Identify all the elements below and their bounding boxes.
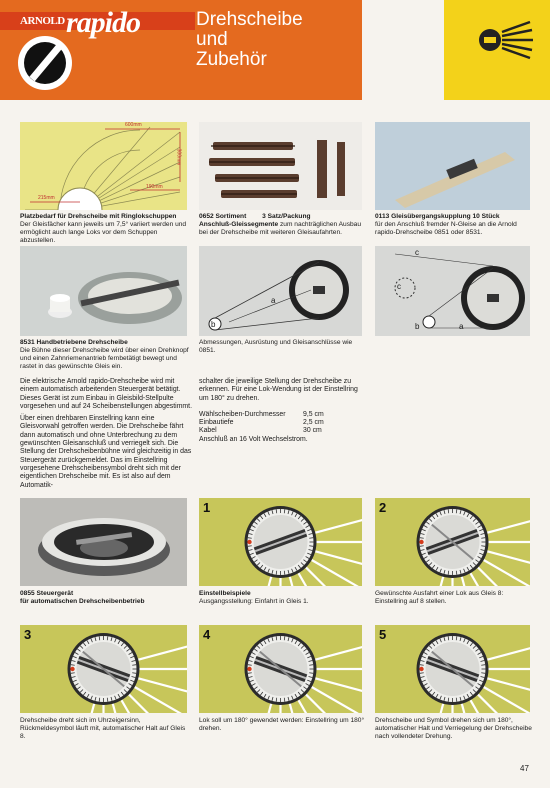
caption-segments-title-right: 3 Satz/Packung — [262, 213, 311, 220]
page-title — [196, 10, 303, 70]
panel-number-4: 4 — [203, 627, 211, 642]
title-line-2: und — [196, 29, 228, 50]
caption-controller-subtitle: für automatischen Drehscheibenbetrieb — [20, 598, 145, 605]
label-a2: a — [459, 322, 464, 331]
caption-floor-plan — [20, 213, 190, 245]
caption-panel-2-text: Gewünschte Ausfahrt einer Lok aus Gleis 8: Einstellring auf 8 stellen. — [375, 590, 504, 605]
dim-600: 600mm — [125, 122, 142, 128]
dial-1 — [199, 498, 362, 586]
caption-controller-title: 0855 Steuergerät — [20, 590, 74, 597]
body-para-2: Über einen drehbaren Einstellring kann eine Gleisvorwahl getroffen werden. Die Drehscheibe fährt dann automatisch und ohne Unterbrechung zu dem gewünschten Gleisanschluß und verriegelt sich. Die Stellung der Drehscheibenbühne wird gleichzeitig in das Steuergerät zurückgemeldet. Das im Einstellring vorgesehene Drehscheibensymbol dreht sich mit der eigentlichen Drehscheibe mit. Es ist also auf dem Automatik- — [20, 415, 192, 489]
body-para-3: schalter die jeweilige Stellung der Drehscheibe zu erkennen. Für eine Lok-Wendung ist der Einstellring um 180° zu drehen. — [199, 378, 358, 402]
diagram-belt-drive-1 — [199, 246, 362, 336]
caption-panel-5 — [375, 717, 533, 741]
caption-segments-text: zum nachträglichen Ausbau bei der Drehscheibe mit weiteren Gleisaufahrten. — [199, 221, 362, 236]
dim-190: 190mm — [146, 184, 163, 190]
caption-coupling-text: für den Anschluß fremder N-Gleise an die Arnold rapido-Drehscheibe 0851 oder 8531. — [375, 221, 517, 236]
caption-track-segments — [199, 213, 365, 237]
photo-track-segments — [199, 122, 362, 210]
dial-3 — [20, 625, 187, 713]
caption-panel-5-text: Drehscheibe und Symbol drehen sich um 180°, automatischer Halt und Verriegelung der Drehscheibe nach vollendeter Drehung. — [375, 717, 532, 740]
title-line-3: Zubehör — [196, 49, 267, 70]
caption-panel-4 — [199, 717, 365, 733]
spec-row: Einbautiefe 2,5 cm — [199, 419, 324, 427]
photo-coupling — [375, 122, 530, 210]
photo-controller — [20, 498, 187, 586]
caption-panel-3-text: Drehscheibe dreht sich im Uhrzeigersinn, Rückmeldesymbol läuft mit, automatischer Halt auf Gleis 8. — [20, 717, 186, 740]
label-a: a — [271, 296, 276, 305]
caption-panel-1-title: Einstellbeispiele — [199, 590, 251, 597]
dial-4 — [199, 625, 362, 713]
dial-panel-2 — [375, 498, 530, 586]
caption-coupling — [375, 213, 533, 237]
brand-label: ARNOLD — [20, 15, 65, 27]
header-yellow-block — [444, 0, 550, 100]
caption-segments-subtitle: Anschluß-Gleissegmente — [199, 221, 279, 228]
dial-panel-4 — [199, 625, 362, 713]
caption-belt-drive — [199, 339, 365, 355]
spec-row: Wählscheiben-Durchmesser 9,5 cm — [199, 410, 324, 418]
caption-panel-1-text: Ausgangsstellung: Einfahrt in Gleis 1. — [199, 598, 309, 605]
dial-panel-5 — [375, 625, 530, 713]
spec-note: Anschluß an 16 Volt Wechselstrom. — [199, 435, 308, 443]
panel-number-1: 1 — [203, 500, 211, 515]
photo-floor-plan — [20, 122, 187, 210]
label-b: b — [211, 320, 216, 329]
page-number: 47 — [520, 764, 529, 773]
panel-number-2: 2 — [379, 500, 387, 515]
caption-manual-title: 8531 Handbetriebene Drehscheibe — [20, 339, 128, 346]
spec-row: Kabel 30 cm — [199, 427, 322, 435]
caption-panel-3 — [20, 717, 190, 741]
caption-segments-title-left: 0652 Sortiment — [199, 213, 247, 220]
spec-table — [199, 411, 365, 444]
title-line-1: Drehscheibe — [196, 9, 303, 30]
caption-panel-1 — [199, 590, 365, 606]
caption-panel-4-text: Lok soll um 180° gewendet werden: Einstellring um 180° drehen. — [199, 717, 365, 732]
label-b2: b — [415, 322, 420, 331]
dial-panel-1 — [199, 498, 362, 586]
logo-script: rapido — [66, 6, 141, 39]
dial-panel-3 — [20, 625, 187, 713]
dial-2 — [375, 498, 530, 586]
caption-coupling-title: 0113 Gleisübergangskupplung 10 Stück — [375, 213, 500, 220]
caption-controller — [20, 590, 190, 606]
caption-floor-plan-title: Platzbedarf für Drehscheibe mit Ringlokschuppen — [20, 213, 177, 220]
panel-number-5: 5 — [379, 627, 387, 642]
label-c-side: c — [397, 282, 401, 291]
photo-manual-turntable — [20, 246, 187, 336]
turntable-symbol-icon — [444, 0, 550, 100]
dim-300: 300mm — [175, 148, 182, 166]
caption-manual-turntable — [20, 339, 190, 371]
body-para-1: Die elektrische Arnold rapido-Drehscheibe wird mit einem automatisch arbeitenden Steuergerät betätigt. Dieses Gerät ist zum Einbau in Gleisbild-Stellpulte vorgesehen und auf 24 Scheibenstellungen abgestimmt. — [20, 378, 193, 410]
body-col-2 — [199, 378, 365, 444]
label-c-top: c — [415, 248, 419, 257]
logo-emblem — [18, 36, 72, 90]
caption-floor-plan-text: Der Gleisfächer kann jeweils um 7,5° variiert werden und ermöglicht auch lange Loks vor dem Schuppen abzustellen. — [20, 221, 187, 244]
caption-belt-drive-text: Abmessungen, Ausrüstung und Gleisanschlüsse wie 0851. — [199, 339, 353, 354]
panel-number-3: 3 — [24, 627, 32, 642]
caption-panel-2 — [375, 590, 533, 606]
body-col-1 — [20, 378, 192, 490]
caption-manual-text: Die Bühne dieser Drehscheibe wird über einen Drehknopf und einen Zahnriemenantrieb fernbetätigt bewegt und rastet in das gewünschte Gleis ein. — [20, 347, 189, 370]
diagram-belt-drive-2 — [375, 246, 530, 336]
dim-215: 215mm — [38, 195, 55, 201]
dial-5 — [375, 625, 530, 713]
